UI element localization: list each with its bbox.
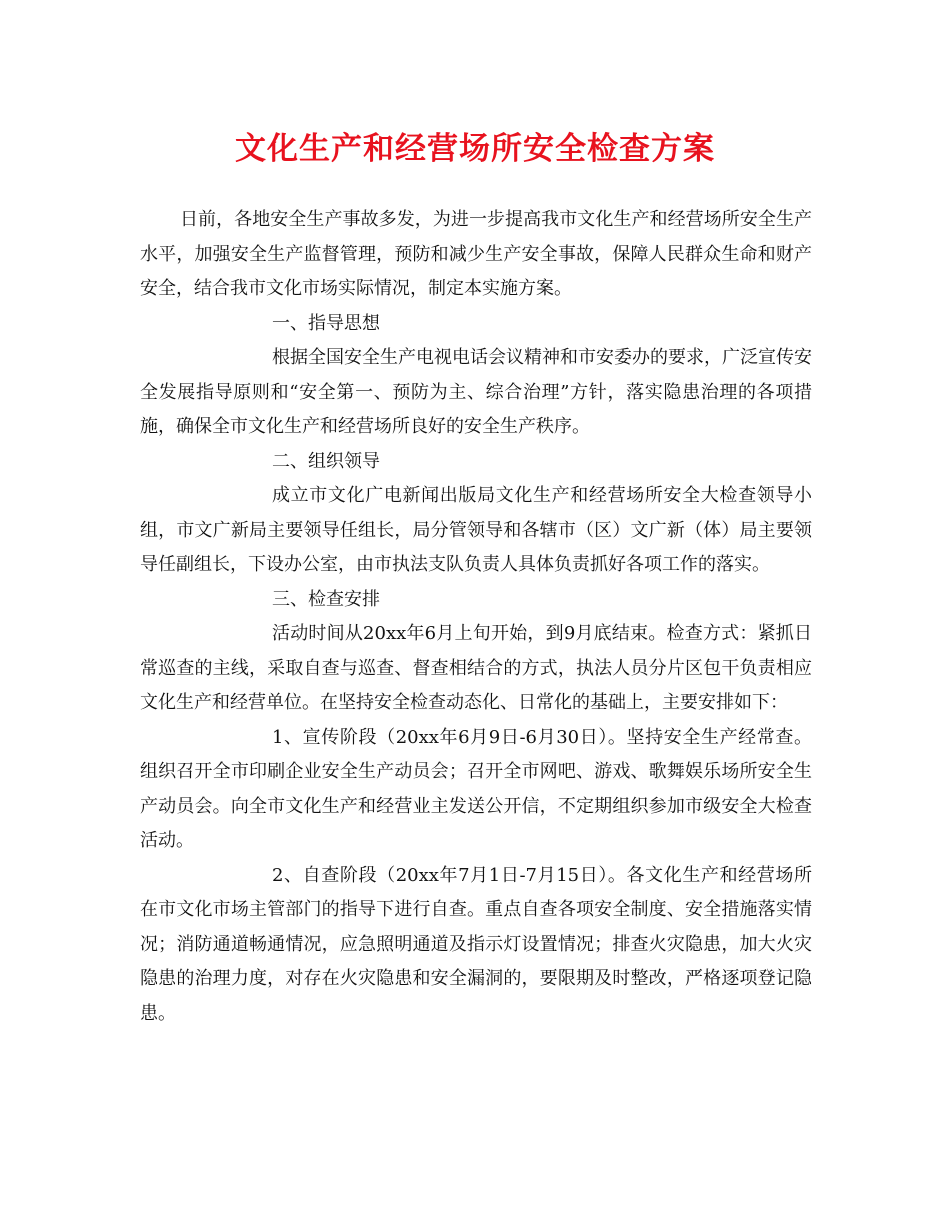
section-paragraph: 活动时间从20xx年6月上旬开始，到9月底结束。检查方式：紧抓日常巡查的主线，采取自查与巡查、督查相结合的方式，执法人员分片区包干负责相应文化生产和经营单位。在坚持安全检查动态化、日常化的基础上，主要安排如下： [140,623,812,713]
intro-paragraph: 日前，各地安全生产事故多发，为进一步提高我市文化生产和经营场所安全生产水平，加强安全生产监督管理，预防和减少生产安全事故，保障人民群众生命和财产安全，结合我市文化市场实际情况，制定本实施方案。 [140,209,812,299]
section-heading-guiding-ideology: 一、指导思想 [272,312,380,334]
section-paragraph: 根据全国安全生产电视电话会议精神和市安委办的要求，广泛宣传安全发展指导原则和“安全第一、预防为主、综合治理”方针，落实隐患治理的各项措施，确保全市文化生产和经营场所良好的安全生产秩序。 [140,347,812,437]
document-title: 文化生产和经营场所安全检查方案 [235,131,715,167]
document-body [140,203,812,1031]
section-paragraph: 成立市文化广电新闻出版局文化生产和经营场所安全大检查领导小组，市文广新局主要领导任组长，局分管领导和各辖市（区）文广新（体）局主要领导任副组长，下设办公室，由市执法支队负责人具体负责抓好各项工作的落实。 [140,485,812,575]
stage-paragraph-self-inspection: 2、自查阶段（20xx年7月1日-7月15日）。各文化生产和经营场所在市文化市场主管部门的指导下进行自查。重点自查各项安全制度、安全措施落实情况；消防通道畅通情况，应急照明通道及指示灯设置情况；排查火灾隐患，加大火灾隐患的治理力度，对存在火灾隐患和安全漏洞的，要限期及时整改，严格逐项登记隐患。 [140,864,812,1024]
section-heading-organization: 二、组织领导 [272,450,380,472]
stage-paragraph-publicity: 1、宣传阶段（20xx年6月9日-6月30日）。坚持安全生产经常查。组织召开全市印刷企业安全生产动员会；召开全市网吧、游戏、歌舞娱乐场所安全生产动员会。向全市文化生产和经营业主发送公开信，不定期组织参加市级安全大检查活动。 [140,726,812,851]
section-heading-inspection-plan: 三、检查安排 [272,588,380,610]
